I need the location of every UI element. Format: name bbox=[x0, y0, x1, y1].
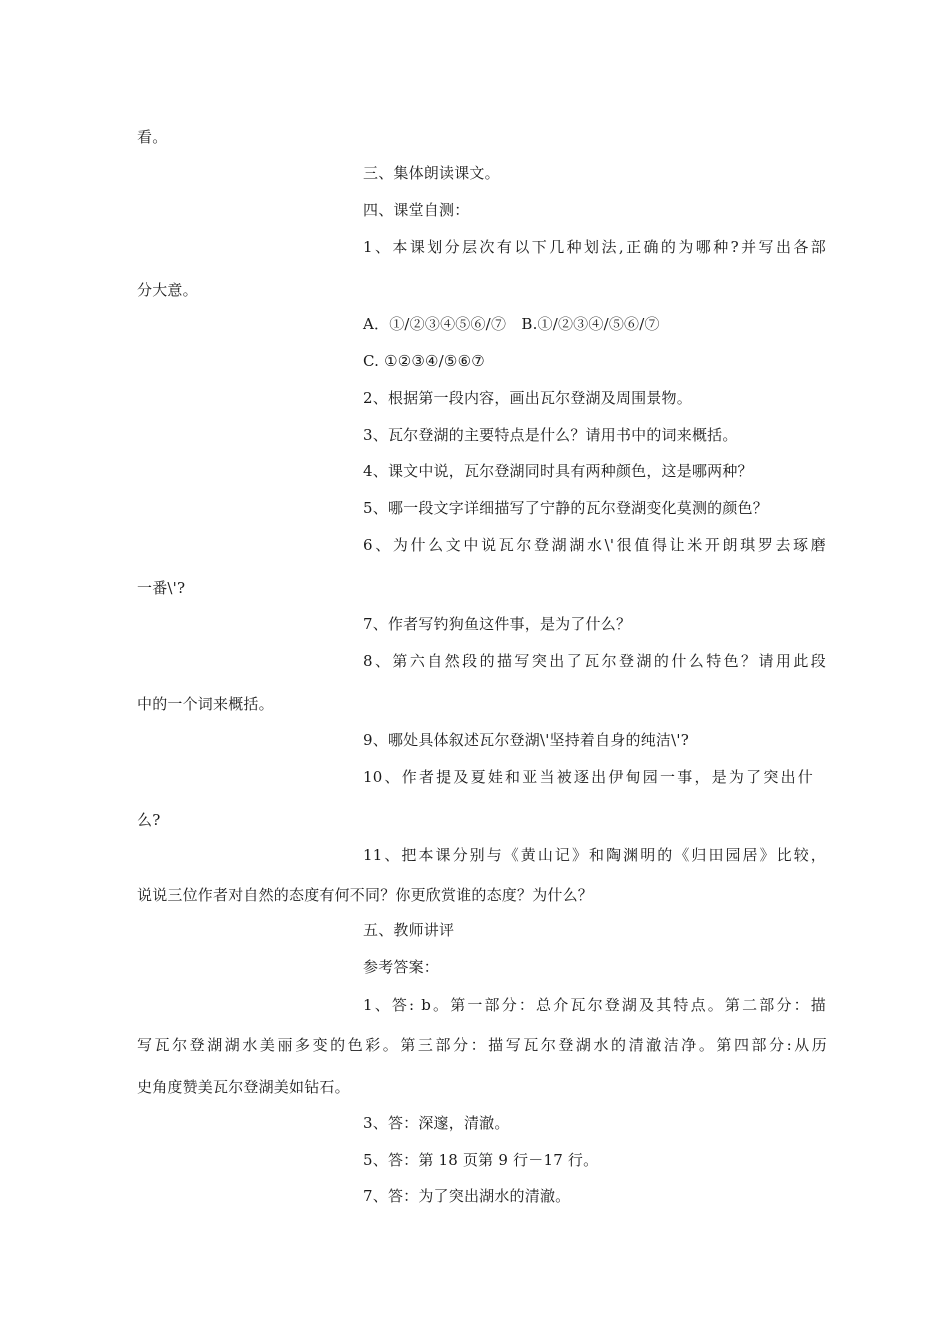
question-line: 6、为什么文中说瓦尔登湖湖水\'很值得让米开朗琪罗去琢磨 bbox=[363, 536, 826, 554]
question-line: 3、瓦尔登湖的主要特点是什么？请用书中的词来概括。 bbox=[363, 426, 738, 444]
text-line: 一番\'? bbox=[137, 579, 186, 597]
option-line: A．①/②③④⑤⑥/⑦ B.①/②③④/⑤⑥/⑦ bbox=[363, 315, 660, 333]
answer-line: 史角度赞美瓦尔登湖美如钻石。 bbox=[137, 1078, 350, 1096]
section-heading: 四、课堂自测： bbox=[363, 201, 470, 219]
section-heading: 三、集体朗读课文。 bbox=[363, 164, 500, 182]
question-line: 9、哪处具体叙述瓦尔登湖\'坚持着自身的纯洁\'? bbox=[363, 731, 689, 749]
text-line: 分大意。 bbox=[137, 281, 198, 299]
question-line: 1、本课划分层次有以下几种划法,正确的为哪种?并写出各部 bbox=[363, 238, 826, 256]
answer-line: 7、答：为了突出湖水的清澈。 bbox=[363, 1187, 571, 1205]
section-heading: 五、教师讲评 bbox=[363, 921, 455, 939]
answer-line: 1、答: b。第一部分：总介瓦尔登湖及其特点。第二部分：描 bbox=[363, 996, 826, 1014]
question-line: 7、作者写钓狗鱼这件事，是为了什么？ bbox=[363, 615, 632, 633]
answer-line: 5、答：第 18 页第 9 行－17 行。 bbox=[363, 1151, 599, 1169]
question-line: 11、把本课分别与《黄山记》和陶渊明的《归田园居》比较， bbox=[363, 846, 826, 864]
question-line: 10、作者提及夏娃和亚当被逐出伊甸园一事，是为了突出什 bbox=[363, 768, 813, 786]
question-line: 8、第六自然段的描写突出了瓦尔登湖的什么特色？请用此段 bbox=[363, 652, 826, 670]
question-line: 2、根据第一段内容，画出瓦尔登湖及周围景物。 bbox=[363, 389, 692, 407]
text-line: 么? bbox=[137, 811, 161, 829]
question-line: 5、哪一段文字详细描写了宁静的瓦尔登湖变化莫测的颜色？ bbox=[363, 499, 768, 517]
question-line: 4、课文中说，瓦尔登湖同时具有两种颜色，这是哪两种？ bbox=[363, 462, 753, 480]
answer-line: 3、答：深邃，清澈。 bbox=[363, 1114, 510, 1132]
answer-line: 写瓦尔登湖湖水美丽多变的色彩。第三部分：描写瓦尔登湖水的清澈洁净。第四部分:从历 bbox=[137, 1036, 827, 1054]
option-line: C. ①②③④/⑤⑥⑦ bbox=[363, 352, 485, 370]
text-line: 中的一个词来概括。 bbox=[137, 695, 274, 713]
text-line: 说说三位作者对自然的态度有何不同？你更欣赏谁的态度？为什么？ bbox=[137, 886, 594, 904]
text-line: 看。 bbox=[137, 128, 168, 146]
answers-heading: 参考答案： bbox=[363, 958, 440, 976]
